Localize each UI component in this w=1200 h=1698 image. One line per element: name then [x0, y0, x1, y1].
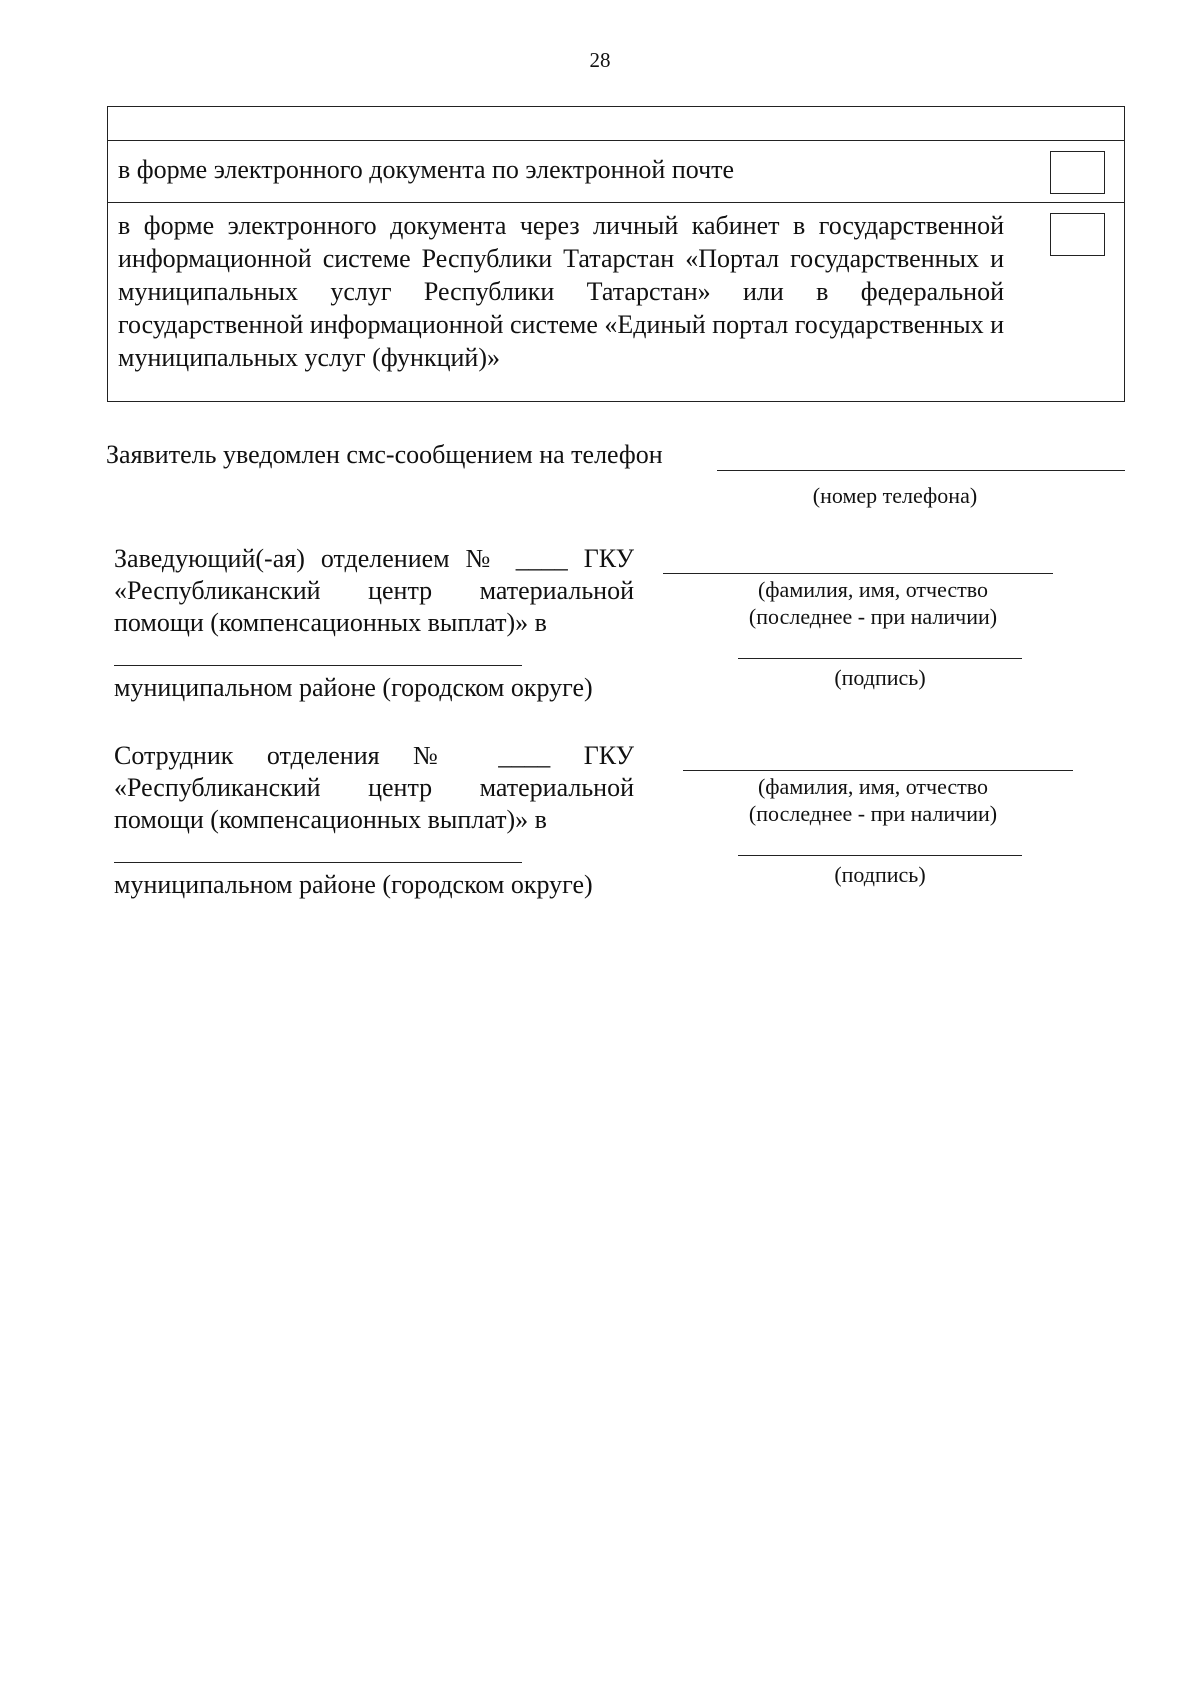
employee-municipality-line[interactable] [114, 862, 522, 863]
head-name-caption-line-1: (фамилия, имя, отчество [757, 577, 989, 602]
head-title-line-2: «Республиканский центр материальной [114, 576, 634, 605]
head-title-line-3: помощи (компенсационных выплат)» в [114, 608, 547, 637]
head-municipality-text: муниципальном районе (городском округе) [114, 673, 593, 702]
employee-name-caption-line-1: (фамилия, имя, отчество [757, 774, 989, 799]
head-signature-caption: (подпись) [834, 665, 926, 690]
phone-number-caption: (номер телефона) [812, 483, 978, 508]
table-row-email-option [108, 140, 1124, 202]
employee-name-line[interactable] [683, 770, 1073, 771]
employee-name-caption [728, 773, 1018, 827]
head-name-caption [728, 576, 1018, 630]
employee-name-caption-line-2: (последнее - при наличии) [748, 801, 998, 826]
email-option-checkbox[interactable] [1050, 151, 1105, 194]
employee-title-line-1: Сотрудник отделения № ____ ГКУ [114, 741, 634, 770]
sms-notification-text: Заявитель уведомлен смс-сообщением на телефон [106, 440, 663, 469]
head-title-line-1: Заведующий(-ая) отделением № ____ ГКУ [114, 544, 634, 573]
table-row-portal-option [108, 202, 1124, 401]
portal-option-label: в форме электронного документа через личный кабинет в государственной информационной системе Республики Татарстан «Портал государственных и муниципальных услуг Республики Татарстан» или в федеральной государственной информационной системе «Единый портал государственных и муниципальных услуг (функций)» [118, 211, 1004, 372]
email-option-label: в форме электронного документа по электронной почте [118, 155, 735, 184]
head-title-block [114, 543, 634, 639]
portal-option-checkbox[interactable] [1050, 213, 1105, 256]
employee-title-block [114, 740, 634, 836]
head-municipality-line[interactable] [114, 665, 522, 666]
head-signature-line[interactable] [738, 658, 1022, 659]
head-name-line[interactable] [663, 573, 1053, 574]
employee-title-line-2: «Республиканский центр материальной [114, 773, 634, 802]
employee-title-line-3: помощи (компенсационных выплат)» в [114, 805, 547, 834]
employee-signature-line[interactable] [738, 855, 1022, 856]
employee-municipality-text: муниципальном районе (городском округе) [114, 870, 593, 899]
head-name-caption-line-2: (последнее - при наличии) [748, 604, 998, 629]
employee-signature-caption: (подпись) [834, 862, 926, 887]
phone-number-line[interactable] [717, 470, 1125, 471]
table-row-empty [108, 107, 1124, 140]
page-number: 28 [589, 48, 611, 72]
delivery-options-table [107, 106, 1125, 402]
